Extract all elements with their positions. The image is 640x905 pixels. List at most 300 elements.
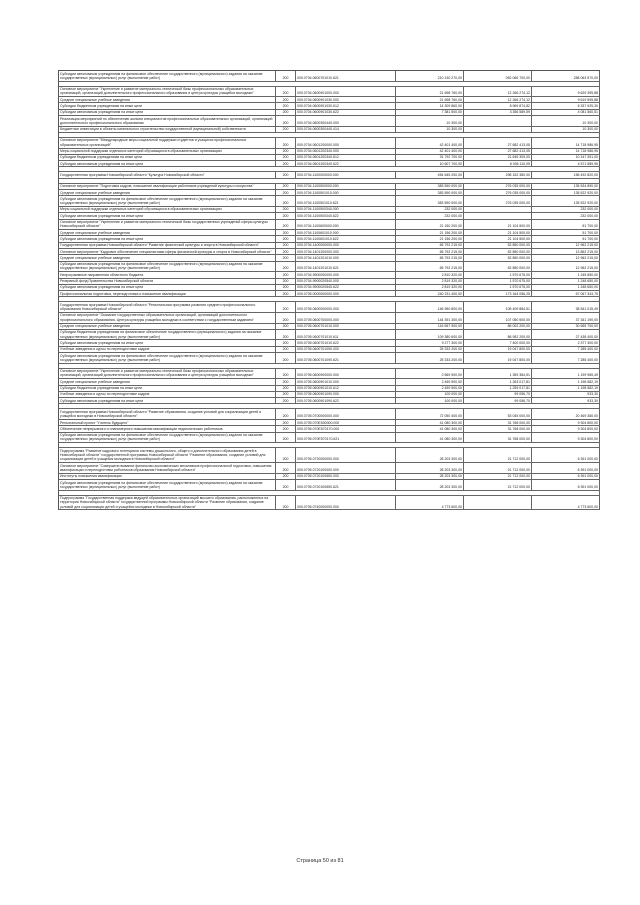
row-executed-amount: 173 164 056,25 — [464, 291, 532, 296]
row-admin-code: 200 — [276, 285, 296, 290]
row-unexecuted-amount: 4 773 600,00 — [532, 496, 600, 510]
row-executed-amount: 21 712 000,00 — [464, 448, 532, 462]
row-executed-amount: 6 036 110,05 — [464, 161, 532, 166]
row-classification-code: 000.0705.0720100650.621 — [296, 480, 396, 490]
row-name: Субсидии бюджетным учреждениям на иные цели — [59, 155, 276, 160]
row-name: Субсидии автономным учреждениям на финансовое обеспечение государственного (муниципального) задания на оказание государственных (муниципальных) услуг (выполнение работ) — [59, 480, 276, 490]
table-row — [59, 262, 600, 273]
row-executed-amount: 21 712 000,00 — [464, 480, 532, 490]
row-admin-code: 200 — [276, 155, 296, 160]
row-unexecuted-amount: 12 962 215,00 — [532, 262, 600, 272]
table-row — [59, 353, 600, 364]
row-executed-amount: 12 266 274,12 — [464, 97, 532, 102]
page-number: Страница 50 из 81 — [296, 858, 344, 864]
row-name: Субсидии бюджетным учреждениям на финансовое обеспечение государственного (муниципального) задания на оказание государственных (муниципальных) услуг (выполнение работ) — [59, 330, 276, 340]
row-approved-amount: 383 590 000,00 — [396, 190, 464, 195]
table-row — [59, 369, 600, 380]
row-name: Субсидии бюджетным учреждениям на иные цели — [59, 103, 276, 108]
row-executed-amount: 99 056,70 — [464, 392, 532, 397]
row-approved-amount: 65 792 215,00 — [396, 249, 464, 254]
row-unexecuted-amount: 1 248 650,00 — [532, 279, 600, 284]
row-admin-code: 200 — [276, 71, 296, 81]
row-executed-amount: 99 056,70 — [464, 398, 532, 403]
row-classification-code: 000.0705.070E500000.000 — [296, 420, 396, 425]
row-approved-amount: 116 657 900,00 — [396, 324, 464, 329]
row-classification-code: 000.0704.1401201010.621 — [296, 262, 396, 272]
table-row — [59, 330, 600, 341]
row-executed-amount: 86 952 200,00 — [464, 330, 532, 340]
row-name: Субсидии автономным учреждениям на иные цели — [59, 110, 276, 115]
row-executed-amount: 7 400 000,00 — [464, 340, 532, 345]
row-executed-amount — [464, 116, 532, 126]
row-name: Основное мероприятие "Оказание государственных образовательных организаций, организаций дополнительного профессионального образования, Центра культуры учащейся молодежи в соответствии с государственным заданием" — [59, 313, 276, 323]
row-unexecuted-amount: 14 718 986,95 — [532, 149, 600, 154]
row-admin-code: 200 — [276, 207, 296, 212]
row-classification-code: 000.0704.1100601010.622 — [296, 236, 396, 241]
row-unexecuted-amount: 37 341 190,00 — [532, 313, 600, 323]
row-unexecuted-amount: 6 391 000,00 — [532, 480, 600, 490]
row-name: Профессиональная подготовка, переподготовка и повышение квалификации — [59, 291, 276, 296]
table-row — [59, 302, 600, 313]
row-name: Субсидии автономным учреждениям на финансовое обеспечение государственного (муниципального) задания на оказание государственных (муниципальных) услуг (выполнение работ) — [59, 433, 276, 443]
row-admin-code: 200 — [276, 97, 296, 102]
row-admin-code: 200 — [276, 255, 296, 260]
row-executed-amount: 8 969 874,82 — [464, 103, 532, 108]
row-name: Государственная программа Новосибирской области "Развитие физической культуры и спорта в Новосибирской области" — [59, 243, 276, 248]
row-unexecuted-amount: 14 718 986,95 — [532, 138, 600, 148]
row-name: Средние специальные учебные заведения — [59, 255, 276, 260]
row-unexecuted-amount: 7 285 400,00 — [532, 347, 600, 352]
row-name: Основное мероприятие "Подготовка кадров, повышение квалификации работников учреждений культуры и искусства" — [59, 184, 276, 189]
row-approved-amount: 232 000,00 — [396, 207, 464, 212]
row-name: Государственная программа Новосибирской области "Развитие образования, создание условий для социализации детей и учащейся молодежи в Новосибирской области" — [59, 409, 276, 419]
table-row — [59, 463, 600, 474]
row-executed-amount — [464, 207, 532, 212]
row-admin-code: 200 — [276, 236, 296, 241]
row-executed-amount — [464, 496, 532, 510]
row-unexecuted-amount: 258 063 570,00 — [532, 71, 600, 81]
row-name: Реализация мероприятий по обеспечению жильем специалистов профессиональных образовательных организаций, организаций дополнительного профессионального образования — [59, 116, 276, 126]
row-admin-code: 200 — [276, 272, 296, 277]
row-approved-amount: 7 381 500,00 — [396, 110, 464, 115]
row-admin-code: 200 — [276, 398, 296, 403]
row-classification-code: 000.0704.1400000000.000 — [296, 243, 396, 248]
row-approved-amount: 9 277 300,00 — [396, 340, 464, 345]
row-executed-amount: 1 359 384,51 — [464, 369, 532, 379]
row-classification-code: 000.0705.0600901010.000 — [296, 379, 396, 384]
row-approved-amount: 144 391 300,00 — [396, 313, 464, 323]
row-name: Субсидии автономным учреждениям на иные цели — [59, 236, 276, 241]
row-name: Региональный проект "Учитель будущего" — [59, 420, 276, 425]
row-unexecuted-amount: 1 248 650,00 — [532, 285, 600, 290]
row-admin-code: 200 — [276, 87, 296, 97]
row-unexecuted-amount: 232 000,00 — [532, 213, 600, 218]
row-admin-code: 200 — [276, 213, 296, 218]
row-approved-amount: 100 000,00 — [396, 398, 464, 403]
row-approved-amount: 21 698 760,00 — [396, 97, 464, 102]
row-admin-code: 200 — [276, 463, 296, 473]
row-admin-code: 200 — [276, 324, 296, 329]
row-classification-code: 000.0704.0601200340.000 — [296, 149, 396, 154]
row-admin-code: 200 — [276, 313, 296, 323]
row-unexecuted-amount: 933,30 — [532, 398, 600, 403]
row-approved-amount: 42 401 400,00 — [396, 149, 464, 154]
row-name: Основное мероприятие "Международные меры социальной поддержки студентов и учащихся профессиональных образовательных организаций" — [59, 138, 276, 148]
row-classification-code: 000.0705.0600701090.000 — [296, 347, 396, 352]
row-executed-amount: 21 104 500,00 — [464, 230, 532, 235]
row-unexecuted-amount: 933,30 — [532, 392, 600, 397]
row-approved-amount: 65 792 215,00 — [396, 255, 464, 260]
row-classification-code: 000.0705.0600901090.000 — [296, 392, 396, 397]
row-classification-code: 000.0705.0740000000.000 — [296, 496, 396, 510]
row-admin-code: 200 — [276, 110, 296, 115]
row-approved-amount: 454 645 200,00 — [396, 172, 464, 177]
row-approved-amount: 383 590 000,00 — [396, 184, 464, 189]
row-classification-code: 000.0704.0601200340.612 — [296, 155, 396, 160]
row-approved-amount: 240 231 400,00 — [396, 291, 464, 296]
row-unexecuted-amount: 1 199 965,49 — [532, 369, 600, 379]
row-classification-code: 000.0704.1401201010.000 — [296, 255, 396, 260]
row-name: Субсидии автономным учреждениям на иные цели — [59, 340, 276, 345]
row-unexecuted-amount: 12 962 215,00 — [532, 243, 600, 248]
row-approved-amount: 28 203 300,00 — [396, 463, 464, 473]
row-name: Субсидии автономным учреждениям на финансовое обеспечение государственного (муниципального) задания на оказание государственных (муниципальных) услуг (выполнение работ) — [59, 196, 276, 206]
row-classification-code: 000.0704.1100500340.000 — [296, 207, 396, 212]
row-approved-amount: 28 203 300,00 — [396, 480, 464, 490]
row-classification-code: 000.0704.0600901030.000 — [296, 97, 396, 102]
row-approved-amount: 2 819 320,00 — [396, 279, 464, 284]
row-admin-code: 200 — [276, 149, 296, 154]
row-unexecuted-amount: 30 655 700,00 — [532, 324, 600, 329]
row-name: Подпрограмма "Развитие кадрового потенциала системы дошкольного, общего и дополнительного образования детей в Новосибирской области" государственной программы Новосибирской области "Развитие образования, создание условий для социализации детей и учащейся молодежи в Новосибирской области" — [59, 448, 276, 462]
row-unexecuted-amount: 135 522 920,00 — [532, 196, 600, 206]
row-unexecuted-amount: 232 000,00 — [532, 207, 600, 212]
row-classification-code: 000.0705.070E570170.621 — [296, 433, 396, 443]
row-approved-amount: 21 698 760,00 — [396, 87, 464, 97]
row-approved-amount: 21 156 200,00 — [396, 236, 464, 241]
row-executed-amount: 31 768 000,00 — [464, 433, 532, 443]
row-classification-code: 000.0704.1100000000.000 — [296, 172, 396, 177]
row-name: Бюджетные инвестиции в объекты капитального строительства государственной (муниципальной) собственности — [59, 127, 276, 132]
table-row — [59, 138, 600, 149]
row-name: Субсидии автономным учреждениям на финансовое обеспечение государственного (муниципального) задания на оказание государственных (муниципальных) услуг (выполнение работ) — [59, 353, 276, 363]
row-executed-amount: 21 645 309,00 — [464, 155, 532, 160]
row-classification-code: 000.0704.1401200000.000 — [296, 249, 396, 254]
row-executed-amount: 21 712 000,00 — [464, 474, 532, 479]
row-executed-amount: 052 066 700,00 — [464, 71, 532, 81]
table-row — [59, 313, 600, 324]
row-approved-amount: 100 000,00 — [396, 392, 464, 397]
row-unexecuted-amount: 9 304 800,00 — [532, 426, 600, 431]
row-name: Резервный фонд Правительства Новосибирской области — [59, 279, 276, 284]
row-name: Субсидии автономным учреждениям на иные цели — [59, 161, 276, 166]
row-unexecuted-amount: 156 492 820,00 — [532, 172, 600, 177]
row-approved-amount: 2 810 320,00 — [396, 272, 464, 277]
row-classification-code: 000.0704.0601200000.000 — [296, 138, 396, 148]
row-approved-amount: 109 380 600,00 — [396, 330, 464, 340]
row-name: Субсидии автономным учреждениям на финансовое обеспечение государственного (муниципального) задания на оказание государственных (муниципальных) услуг (выполнение работ) — [59, 262, 276, 272]
row-approved-amount: 10 300,00 — [396, 127, 464, 132]
row-name: Основное мероприятие "Укрепление и развитие материально-технической базы профессиональных образовательных организаций, организаций дополнительного профессионального образования и центра культуры учащейся молодежи" — [59, 369, 276, 379]
row-executed-amount: 21 712 000,00 — [464, 463, 532, 473]
row-classification-code: 000.0705.0000000000.000 — [296, 291, 396, 296]
row-admin-code: 200 — [276, 262, 296, 272]
row-executed-amount: 21 104 500,00 — [464, 220, 532, 230]
row-admin-code: 200 — [276, 230, 296, 235]
row-executed-amount: 1 570 675,00 — [464, 285, 532, 290]
row-admin-code: 200 — [276, 369, 296, 379]
row-classification-code: 000.0704.1100501010.621 — [296, 196, 396, 206]
table-row — [59, 480, 600, 491]
row-admin-code: 200 — [276, 480, 296, 490]
row-name: Меры социальной поддержки отдельных категорий обучающихся в образовательных организациях — [59, 207, 276, 212]
row-admin-code: 200 — [276, 340, 296, 345]
row-name: Средние специальные учебные заведения — [59, 97, 276, 102]
row-admin-code: 200 — [276, 184, 296, 189]
row-unexecuted-amount: 135 534 890,00 — [532, 184, 600, 189]
row-name: Субсидии автономным учреждениям на финансовое обеспечение государственного (муниципального) задания на оказание государственных (муниципальных) услуг (выполнение работ) — [59, 71, 276, 81]
row-executed-amount: 1 570 675,00 — [464, 279, 532, 284]
row-admin-code: 200 — [276, 279, 296, 284]
row-approved-amount: 10 300,00 — [396, 116, 464, 126]
row-executed-amount: 21 104 500,00 — [464, 236, 532, 241]
row-admin-code: 200 — [276, 243, 296, 248]
row-name: Субсидии автономным учреждениям на иные цели — [59, 213, 276, 218]
row-executed-amount: 52 850 000,00 — [464, 249, 532, 254]
row-executed-amount: 107 050 500,00 — [464, 313, 532, 323]
row-admin-code: 200 — [276, 353, 296, 363]
row-name: Основное мероприятие "Кадровое обеспечение специалистами сферы физической культуры и спорта в Новосибирской области" — [59, 249, 276, 254]
row-admin-code: 200 — [276, 138, 296, 148]
row-executed-amount: 31 768 000,00 — [464, 420, 532, 425]
row-executed-amount — [464, 127, 532, 132]
row-classification-code: 000.0705.0600701090.621 — [296, 353, 396, 363]
row-unexecuted-amount: 1 245 650,00 — [532, 272, 600, 277]
row-executed-amount: 19 047 800,00 — [464, 353, 532, 363]
row-admin-code: 200 — [276, 103, 296, 108]
row-name: Непрограммные направления областного бюджета — [59, 272, 276, 277]
row-name: Подпрограмма "Государственная поддержка ведущей образовательных организаций высшего образования, расположенных на территории Новосибирской области" государственной программы Новосибирской области "Развитие образования, создание условий для социализации детей и учащейся молодежи в Новосибирской области" — [59, 496, 276, 510]
row-approved-amount: 28 203 300,00 — [396, 474, 464, 479]
row-unexecuted-amount: 10 147 391,00 — [532, 155, 600, 160]
row-classification-code: 000.0705.0600901010.612 — [296, 386, 396, 391]
row-unexecuted-amount: 20 469 380,00 — [532, 409, 600, 419]
row-classification-code: 000.0704.1100500000.000 — [296, 184, 396, 189]
row-approved-amount: 41 080 300,00 — [396, 433, 464, 443]
row-executed-amount: 276 035 000,00 — [464, 196, 532, 206]
row-admin-code: 200 — [276, 220, 296, 230]
row-approved-amount: 232 000,00 — [396, 213, 464, 218]
row-classification-code: 000.0705.0720000000.000 — [296, 448, 396, 462]
row-name: Субсидии бюджетным учреждениям на иные цели — [59, 386, 276, 391]
row-classification-code: 000.0704.0600300440.414 — [296, 127, 396, 132]
row-approved-amount: 25 333 200,00 — [396, 353, 464, 363]
row-approved-amount: 25 333 200,00 — [396, 347, 464, 352]
row-admin-code: 200 — [276, 172, 296, 177]
table-row — [59, 433, 600, 444]
row-admin-code: 200 — [276, 190, 296, 195]
row-unexecuted-amount: 6 391 000,00 — [532, 448, 600, 462]
row-name: Средние специальные учебные заведения — [59, 190, 276, 195]
row-classification-code: 000.0704.0600701010.621 — [296, 71, 396, 81]
row-unexecuted-amount: 27 438 400,00 — [532, 330, 600, 340]
row-unexecuted-amount: 7 285 400,00 — [532, 353, 600, 363]
row-classification-code: 000.0705.0600701010.000 — [296, 324, 396, 329]
row-admin-code: 200 — [276, 409, 296, 419]
row-name: Основное мероприятие "Укрепление и развитие материально-технической базы государственных учреждений сферы культуры Новосибирской области" — [59, 220, 276, 230]
row-approved-amount: 2 569 900,00 — [396, 369, 464, 379]
row-admin-code: 200 — [276, 448, 296, 462]
budget-table — [58, 70, 600, 510]
row-classification-code: 000.0704.9900020540.622 — [296, 285, 396, 290]
row-classification-code: 000.0705.0600701010.611 — [296, 330, 396, 340]
table-row — [59, 220, 600, 231]
row-executed-amount: 108 409 884,51 — [464, 302, 532, 312]
row-name: Средние специальные учебные заведения — [59, 379, 276, 384]
row-classification-code: 000.0704.1100601010.000 — [296, 230, 396, 235]
row-executed-amount: 1 263 017,81 — [464, 379, 532, 384]
row-admin-code: 200 — [276, 161, 296, 166]
row-approved-amount: 10 607 700,00 — [396, 161, 464, 166]
row-classification-code: 000.0705.0720100650.000 — [296, 474, 396, 479]
row-name: Основное мероприятие "Укрепление и развитие материально-технической базы профессиональных образовательных организаций, организаций дополнительного профессионального образования и центра культуры учащейся молодежи" — [59, 87, 276, 97]
row-executed-amount: 31 768 000,00 — [464, 426, 532, 431]
row-executed-amount: 86 002 200,00 — [464, 324, 532, 329]
row-approved-amount: 2 459 900,00 — [396, 379, 464, 384]
row-admin-code: 200 — [276, 330, 296, 340]
row-admin-code: 200 — [276, 291, 296, 296]
row-approved-amount: 72 050 400,00 — [396, 409, 464, 419]
row-admin-code: 200 — [276, 379, 296, 384]
row-unexecuted-amount: 9 629 395,88 — [532, 87, 600, 97]
row-classification-code: 000.0704.9900020540.000 — [296, 279, 396, 284]
row-unexecuted-amount: 51 700,00 — [532, 236, 600, 241]
row-unexecuted-amount: 10 300,00 — [532, 116, 600, 126]
row-approved-amount: 210 130 270,00 — [396, 71, 464, 81]
row-approved-amount: 146 950 800,00 — [396, 302, 464, 312]
row-approved-amount: 31 792 700,00 — [396, 155, 464, 160]
row-admin-code: 200 — [276, 392, 296, 397]
row-admin-code: 200 — [276, 433, 296, 443]
row-unexecuted-amount: 1 198 582,19 — [532, 379, 600, 384]
row-unexecuted-amount: 135 522 920,00 — [532, 190, 600, 195]
row-classification-code: 000.0705.0600901090.622 — [296, 398, 396, 403]
row-classification-code: 000.0704.9900000000.000 — [296, 272, 396, 277]
row-executed-amount: 276 035 000,00 — [464, 190, 532, 195]
row-admin-code: 200 — [276, 116, 296, 126]
row-approved-amount: 65 792 215,00 — [396, 262, 464, 272]
row-approved-amount: 2 819 320,00 — [396, 285, 464, 290]
row-unexecuted-amount: 9 619 595,88 — [532, 97, 600, 102]
table-row — [59, 448, 600, 463]
row-name: Меры социальной поддержки отдельных категорий обучающихся в образовательных организациях — [59, 149, 276, 154]
row-admin-code: 200 — [276, 249, 296, 254]
row-name: Субсидии автономным учреждениям на иные цели — [59, 398, 276, 403]
row-executed-amount: 53 045 000,00 — [464, 409, 532, 419]
row-name: Субсидии автономным учреждениям на иные цели — [59, 285, 276, 290]
row-approved-amount: 383 590 000,00 — [396, 196, 464, 206]
row-unexecuted-amount: 4 571 589,95 — [532, 161, 600, 166]
row-admin-code: 200 — [276, 474, 296, 479]
row-executed-amount: 27 682 413,05 — [464, 138, 532, 148]
row-name: Учебные заведения и курсы по переподготовке кадров — [59, 392, 276, 397]
row-unexecuted-amount: 12 962 215,00 — [532, 255, 600, 260]
row-classification-code: 000.0705.0700000000.000 — [296, 409, 396, 419]
table-row — [59, 196, 600, 207]
row-classification-code: 000.0705.0720100000.000 — [296, 463, 396, 473]
row-executed-amount: 52 850 000,00 — [464, 262, 532, 272]
row-unexecuted-amount: 6 337 925,30 — [532, 103, 600, 108]
row-classification-code: 000.0705.0600000000.000 — [296, 302, 396, 312]
row-admin-code: 200 — [276, 496, 296, 510]
row-executed-amount — [464, 213, 532, 218]
row-approved-amount: 28 203 300,00 — [396, 448, 464, 462]
row-executed-amount: 19 047 800,00 — [464, 347, 532, 352]
row-executed-amount: 1 570 675,00 — [464, 272, 532, 277]
row-classification-code: 000.0704.0601200340.622 — [296, 161, 396, 166]
row-approved-amount: 14 309 860,00 — [396, 103, 464, 108]
row-admin-code: 200 — [276, 302, 296, 312]
row-name: Средние специальные учебные заведения — [59, 230, 276, 235]
table-row — [59, 496, 600, 511]
row-approved-amount: 21 150 200,00 — [396, 220, 464, 230]
row-unexecuted-amount: 13 862 215,00 — [532, 249, 600, 254]
row-unexecuted-amount: 67 067 343,75 — [532, 291, 600, 296]
row-classification-code: 000.0704.1100500340.622 — [296, 213, 396, 218]
row-admin-code: 200 — [276, 420, 296, 425]
row-approved-amount: 2 459 900,00 — [396, 386, 464, 391]
row-classification-code: 000.0704.0600300440.000 — [296, 116, 396, 126]
row-unexecuted-amount: 38 541 015,49 — [532, 302, 600, 312]
row-name: Институты повышения квалификации — [59, 474, 276, 479]
row-admin-code: 200 — [276, 426, 296, 431]
row-classification-code: 000.0704.1100501010.000 — [296, 190, 396, 195]
row-classification-code: 000.0704.0600901000.000 — [296, 87, 396, 97]
row-unexecuted-amount: 6 391 000,00 — [532, 463, 600, 473]
row-unexecuted-amount: 2 377 300,00 — [532, 340, 600, 345]
row-executed-amount: 27 682 413,05 — [464, 149, 532, 154]
row-classification-code: 000.0705.0600701010.622 — [296, 340, 396, 345]
row-name: Средние специальные учебные заведения — [59, 324, 276, 329]
row-approved-amount: 41 080 300,00 — [396, 420, 464, 425]
table-row — [59, 87, 600, 98]
row-unexecuted-amount: 6 391 000,00 — [532, 474, 600, 479]
row-approved-amount: 42 401 400,00 — [396, 138, 464, 148]
row-name: Государственная программа Новосибирской области "Культура Новосибирской области" — [59, 172, 276, 177]
row-admin-code: 200 — [276, 347, 296, 352]
row-unexecuted-amount: 9 304 800,00 — [532, 433, 600, 443]
row-admin-code: 200 — [276, 196, 296, 206]
table-row — [59, 71, 600, 82]
row-classification-code: 000.0704.1100600000.000 — [296, 220, 396, 230]
row-executed-amount: 52 850 000,00 — [464, 243, 532, 248]
row-executed-amount: 3 356 589,59 — [464, 110, 532, 115]
row-executed-amount: 12 266 274,12 — [464, 87, 532, 97]
row-unexecuted-amount: 51 700,00 — [532, 220, 600, 230]
row-name: Учебные заведения и курсы по переподготовке кадров — [59, 347, 276, 352]
row-executed-amount: 52 850 000,00 — [464, 255, 532, 260]
row-classification-code: 000.0704.0600901030.622 — [296, 110, 396, 115]
row-name: Основное мероприятие "Совершенствование финансово-экономических механизмов профессиональной подготовки, повышения квалификации и переподготовки работников образования Новосибирской области" — [59, 463, 276, 473]
row-admin-code: 200 — [276, 386, 296, 391]
row-unexecuted-amount: 4 081 560,51 — [532, 110, 600, 115]
row-approved-amount: 21 156 200,00 — [396, 230, 464, 235]
row-classification-code: 000.0705.0600900000.000 — [296, 369, 396, 379]
row-classification-code: 000.0705.0600700000.000 — [296, 313, 396, 323]
row-executed-amount: 1 259 017,81 — [464, 386, 532, 391]
row-unexecuted-amount: 9 304 800,00 — [532, 420, 600, 425]
row-unexecuted-amount: 1 198 582,19 — [532, 386, 600, 391]
